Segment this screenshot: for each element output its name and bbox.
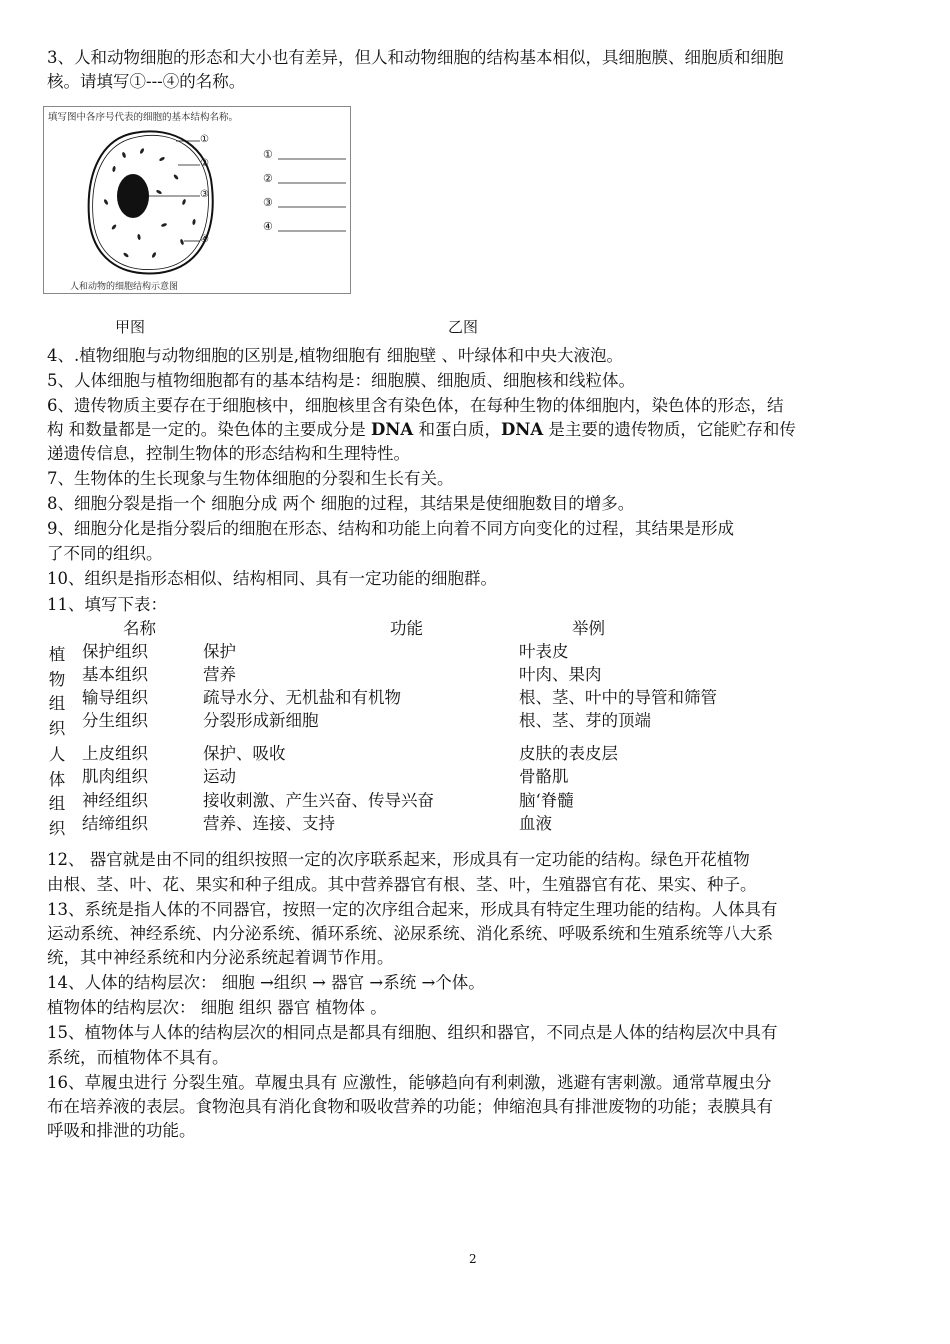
marker-3: ③	[200, 189, 209, 200]
table-cell-example: 根、茎、叶中的导管和筛管	[519, 688, 717, 707]
caption-left: 甲图	[115, 318, 146, 336]
header-function: 功能	[390, 619, 423, 638]
table-cell-example: 血液	[519, 814, 552, 833]
dna-term: DNA	[500, 420, 544, 439]
table-cell-example: 叶表皮	[519, 642, 569, 661]
q8-line: 8、细胞分裂是指一个 细胞分成 两个 细胞的过程，其结果是使细胞数目的增多。	[47, 494, 635, 513]
marker-2: ②	[200, 158, 209, 169]
blank-label-2: ②	[263, 172, 273, 185]
table-cell-name: 结缔组织	[82, 814, 148, 833]
q13-line-3: 统，其中神经系统和内分泌系统起着调节作用。	[47, 948, 394, 967]
human-label-char: 体	[48, 769, 66, 789]
animal-cell-illustration	[44, 107, 350, 293]
table-cell-example: 脑‘脊髓	[519, 791, 574, 810]
dna-term: DNA	[371, 420, 414, 439]
table-cell-function: 运动	[203, 767, 236, 786]
q16-line-1: 16、草履虫进行 分裂生殖。草履虫具有 应激性，能够趋向有利刺激，逃避有害刺激。通常草履虫分	[47, 1073, 772, 1092]
blank-label-3: ③	[263, 196, 273, 209]
q3-line-2: 核。请填写①---④的名称。	[47, 72, 246, 91]
human-label-char: 人	[48, 745, 66, 764]
q13-line-1: 13、系统是指人体的不同器官，按照一定的次序组合起来，形成具有特定生理功能的结构。人体具有	[47, 900, 778, 919]
q6-text-b: 和蛋白质，	[413, 420, 501, 439]
caption-right: 乙图	[448, 318, 479, 336]
q15-line-1: 15、植物体与人体的结构层次的相同点是都具有细胞、组织和器官，不同点是人体的结构层次中具有	[47, 1023, 778, 1042]
figure-caption: 人和动物的细胞结构示意图	[70, 282, 179, 292]
q13-line-2: 运动系统、神经系统、内分泌系统、循环系统、泌尿系统、消化系统、呼吸系统和生殖系统等八大系	[47, 924, 773, 943]
table-cell-name: 分生组织	[82, 711, 148, 730]
table-cell-function: 分裂形成新细胞	[203, 711, 319, 730]
table-cell-example: 叶肉、果肉	[519, 665, 602, 684]
q9-line-1: 9、细胞分化是指分裂后的细胞在形态、结构和功能上向着不同方向变化的过程，其结果是形成	[47, 519, 734, 538]
q16-line-2: 布在培养液的表层。食物泡具有消化食物和吸收营养的功能；伸缩泡具有排泄废物的功能；表膜具有	[47, 1097, 773, 1116]
table-cell-function: 疏导水分、无机盐和有机物	[203, 688, 401, 707]
q4-line: 4、.植物细胞与动物细胞的区别是,植物细胞有 细胞壁 、叶绿体和中央大液泡。	[47, 346, 623, 365]
q10-line: 10、组织是指形态相似、结构相同、具有一定功能的细胞群。	[47, 569, 497, 588]
header-name: 名称	[123, 619, 156, 638]
q12-line-2: 由根、茎、叶、花、果实和种子组成。其中营养器官有根、茎、叶，生殖器官有花、果实、种子。	[47, 875, 757, 894]
table-cell-name: 上皮组织	[82, 744, 148, 763]
q6-text-c: 是主要的遗传物质，它能贮存和传	[543, 420, 796, 439]
marker-4: ④	[200, 234, 209, 245]
page-number: 2	[469, 1252, 477, 1266]
q7-line: 7、生物体的生长现象与生物体细胞的分裂和生长有关。	[47, 469, 454, 488]
q16-line-3: 呼吸和排泄的功能。	[47, 1121, 196, 1140]
header-example: 举例	[572, 619, 605, 638]
q15-line-2: 系统，而植物体不具有。	[47, 1048, 229, 1067]
table-cell-example: 根、茎、芽的顶端	[519, 711, 651, 730]
table-cell-function: 营养	[203, 665, 236, 684]
marker-1: ①	[200, 134, 209, 145]
q9-line-2: 了不同的组织。	[47, 544, 163, 563]
table-cell-function: 接收刺激、产生兴奋、传导兴奋	[203, 791, 434, 810]
human-group-label	[47, 743, 67, 841]
table-cell-function: 保护、吸收	[203, 744, 286, 763]
q6-line-2	[47, 418, 796, 441]
human-label-char: 织	[48, 818, 66, 838]
table-cell-name: 基本组织	[82, 665, 148, 684]
plant-label-char: 织	[48, 718, 66, 738]
table-cell-name: 肌肉组织	[82, 767, 148, 786]
q12-line-1: 12、 器官就是由不同的组织按照一定的次序联系起来，形成具有一定功能的结构。绿色开花植物	[47, 850, 750, 869]
q11-intro: 11、填写下表：	[47, 595, 167, 614]
table-cell-name: 神经组织	[82, 791, 148, 810]
q3-line-1: 3、人和动物细胞的形态和大小也有差异，但人和动物细胞的结构基本相似，具细胞膜、细胞质和细胞	[47, 48, 784, 67]
blank-label-4: ④	[263, 220, 273, 233]
plant-label-char: 物	[48, 669, 66, 689]
plant-group-label	[47, 643, 67, 741]
table-cell-example: 皮肤的表皮层	[519, 744, 618, 763]
q6-line-3: 递遗传信息，控制生物体的形态结构和生理特性。	[47, 444, 410, 463]
figure-title: 填写图中各序号代表的细胞的基本结构名称。	[48, 112, 239, 123]
table-cell-name: 输导组织	[82, 688, 148, 707]
cell-diagram-figure	[43, 106, 351, 294]
table-cell-function: 营养、连接、支持	[203, 814, 335, 833]
table-cell-function: 保护	[203, 642, 236, 661]
q14-line-2: 植物体的结构层次： 细胞 组织 器官 植物体 。	[47, 998, 387, 1017]
table-cell-example: 骨骼肌	[519, 767, 569, 786]
q6-line-1: 6、遗传物质主要存在于细胞核中，细胞核里含有染色体，在每种生物的体细胞内，染色体的形态，结	[47, 396, 784, 415]
q14-line-1: 14、人体的结构层次： 细胞 →组织 → 器官 →系统 →个体。	[47, 973, 485, 992]
q5-line: 5、人体细胞与植物细胞都有的基本结构是：细胞膜、细胞质、细胞核和线粒体。	[47, 371, 635, 390]
plant-label-char: 组	[48, 694, 66, 713]
blank-label-1: ①	[263, 148, 273, 161]
table-cell-name: 保护组织	[82, 642, 148, 661]
q6-text-a: 构 和数量都是一定的。染色体的主要成分是	[47, 420, 371, 439]
human-label-char: 组	[48, 794, 66, 813]
plant-label-char: 植	[48, 645, 66, 664]
